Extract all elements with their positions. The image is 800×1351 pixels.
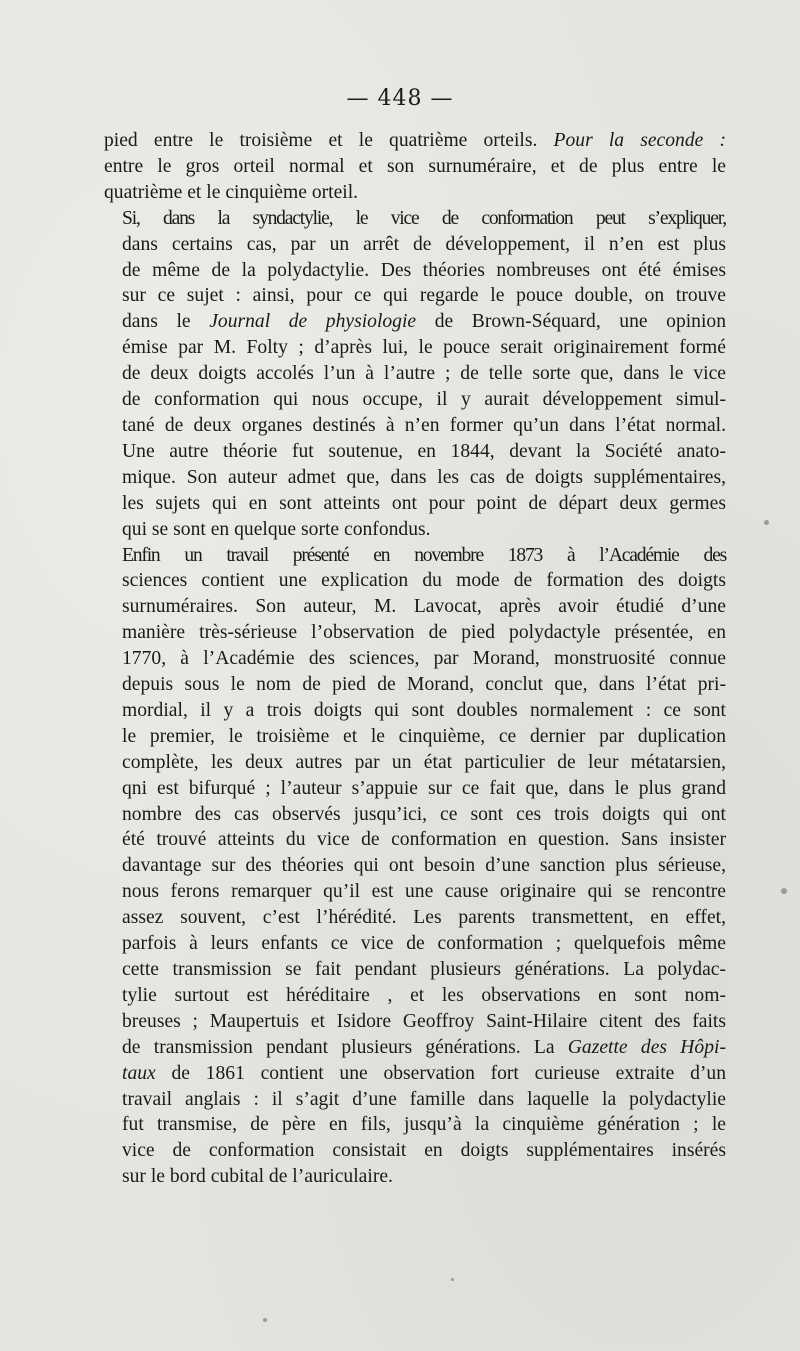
text-run: de même de la polydactylie. Des théories nombreuses ont été émises xyxy=(122,259,726,281)
text-run: sciences contient une explication du mode de formation des doigts xyxy=(122,570,726,592)
text-line xyxy=(104,439,726,465)
text-line xyxy=(104,491,726,517)
text-run: tylie surtout est héréditaire , et les observations en sont nom- xyxy=(122,984,726,1006)
body-text xyxy=(104,128,726,1190)
text-run: 1770, à l’Académie des sciences, par Morand, monstruosité connue xyxy=(122,648,726,670)
text-line xyxy=(104,983,726,1009)
page-number: — 448 — xyxy=(346,86,454,111)
text-line xyxy=(104,128,726,154)
print-speck xyxy=(781,888,787,894)
text-run: fut transmise, de père en fils, jusqu’à la cinquième génération ; le xyxy=(122,1114,726,1136)
text-run: de Brown-Séquard, une opinion xyxy=(416,311,727,333)
print-speck xyxy=(451,1278,454,1281)
italic-run: Gazette des Hôpi- xyxy=(567,1036,726,1058)
text-line xyxy=(104,698,726,724)
text-line xyxy=(104,931,726,957)
text-line xyxy=(104,387,726,413)
text-run: le premier, le troisième et le cinquième, ce dernier par duplication xyxy=(122,725,726,747)
text-run: surnuméraires. Son auteur, M. Lavocat, après avoir étudié d’une xyxy=(122,596,726,618)
text-run: breuses ; Maupertuis et Isidore Geoffroy Saint-Hilaire citent des faits xyxy=(122,1010,726,1032)
text-line xyxy=(104,543,726,569)
text-run: Une autre théorie fut soutenue, en 1844, devant la Société anato- xyxy=(122,440,726,462)
text-line xyxy=(104,309,726,335)
text-run: parfois à leurs enfants ce vice de conformation ; quelquefois même xyxy=(122,933,726,955)
text-run: tané de deux organes destinés à n’en former qu’un dans l’état normal. xyxy=(122,414,726,436)
text-line xyxy=(104,206,726,232)
text-line xyxy=(104,258,726,284)
text-run: sur le bord cubital de l’auriculaire. xyxy=(122,1166,393,1188)
text-line xyxy=(104,594,726,620)
text-run: davantage sur des théories qui ont besoin d’une sanction plus sérieuse, xyxy=(122,855,726,877)
text-run: complète, les deux autres par un état particulier de leur métatarsien, xyxy=(122,751,726,773)
text-run: depuis sous le nom de pied de Morand, conclut que, dans l’état pri- xyxy=(122,674,726,696)
text-run: de deux doigts accolés l’un à l’autre ; de telle sorte que, dans le vice xyxy=(122,363,726,385)
text-run: entre le gros orteil normal et son surnuméraire, et de plus entre le xyxy=(104,155,726,177)
text-line xyxy=(104,672,726,698)
text-line xyxy=(104,724,726,750)
text-line xyxy=(104,335,726,361)
text-line xyxy=(104,1138,726,1164)
text-line xyxy=(104,853,726,879)
paragraph xyxy=(104,206,726,543)
text-line xyxy=(104,517,726,543)
text-run: mique. Son auteur admet que, dans les cas de doigts supplémentaires, xyxy=(122,466,726,488)
text-line xyxy=(104,361,726,387)
text-run: Si, dans la syndactylie, le vice de conformation peut s’expliquer, xyxy=(122,207,726,229)
text-run: nous ferons remarquer qu’il est une cause originaire qui se rencontre xyxy=(122,881,726,903)
text-run: quatrième et le cinquième orteil. xyxy=(104,181,359,203)
text-line xyxy=(104,879,726,905)
text-run: pied entre le troisième et le quatrième orteils. xyxy=(104,130,554,151)
text-run: mordial, il y a trois doigts qui sont doubles normalement : ce sont xyxy=(122,699,726,721)
italic-run: Pour la seconde : xyxy=(553,130,726,151)
paragraph xyxy=(104,128,726,206)
print-speck xyxy=(764,520,769,525)
text-line xyxy=(104,827,726,853)
text-line xyxy=(104,957,726,983)
text-run: manière très-sérieuse l’observation de pied polydactyle présentée, en xyxy=(122,622,726,644)
text-run: sur ce sujet : ainsi, pour ce qui regarde le pouce double, on trouve xyxy=(122,285,726,307)
text-run: dans le xyxy=(122,311,210,333)
text-run: de 1861 contient une observation fort curieuse extraite d’un xyxy=(155,1062,726,1084)
text-line xyxy=(104,283,726,309)
text-line xyxy=(104,1112,726,1138)
print-speck xyxy=(263,1318,267,1322)
text-line xyxy=(104,802,726,828)
text-run: Enfin un travail présenté en novembre 1873 à l’Académie des xyxy=(122,544,726,566)
text-line xyxy=(104,154,726,180)
text-run: émise par M. Folty ; d’après lui, le pouce serait originairement formé xyxy=(122,337,726,359)
text-run: nombre des cas observés jusqu’ici, ce sont ces trois doigts qui ont xyxy=(122,803,726,825)
text-line xyxy=(104,1061,726,1087)
text-line xyxy=(104,750,726,776)
text-line xyxy=(104,413,726,439)
text-line xyxy=(104,1087,726,1113)
text-run: vice de conformation consistait en doigts supplémentaires insérés xyxy=(122,1140,726,1162)
text-line xyxy=(104,905,726,931)
text-line xyxy=(104,1035,726,1061)
text-run: dans certains cas, par un arrêt de développement, il n’en est plus xyxy=(122,233,726,255)
paragraph xyxy=(104,543,726,1191)
text-run: cette transmission se fait pendant plusieurs générations. La polydac- xyxy=(122,959,726,980)
text-run: assez souvent, c’est l’hérédité. Les parents transmettent, en effet, xyxy=(122,907,726,929)
text-line xyxy=(104,620,726,646)
text-line xyxy=(104,568,726,594)
text-run: qui se sont en quelque sorte confondus. xyxy=(122,518,431,540)
text-line xyxy=(104,1164,726,1190)
italic-run: Journal de physiologie xyxy=(209,311,417,333)
text-line xyxy=(104,232,726,258)
text-run: qni est bifurqué ; l’auteur s’appuie sur ce fait que, dans le plus grand xyxy=(122,777,726,799)
text-line xyxy=(104,180,726,206)
text-line xyxy=(104,465,726,491)
text-line xyxy=(104,1009,726,1035)
text-line xyxy=(104,646,726,672)
text-run: les sujets qui en sont atteints ont pour point de départ deux germes xyxy=(122,492,726,514)
text-run: de conformation qui nous occupe, il y aurait développement simul- xyxy=(122,389,726,411)
italic-run: taux xyxy=(122,1062,156,1084)
text-line xyxy=(104,776,726,802)
text-run: travail anglais : il s’agit d’une famille dans laquelle la polydactylie xyxy=(122,1088,726,1110)
text-run: de transmission pendant plusieurs générations. La xyxy=(122,1036,568,1058)
text-run: été trouvé atteints du vice de conformation en question. Sans insister xyxy=(122,829,726,851)
